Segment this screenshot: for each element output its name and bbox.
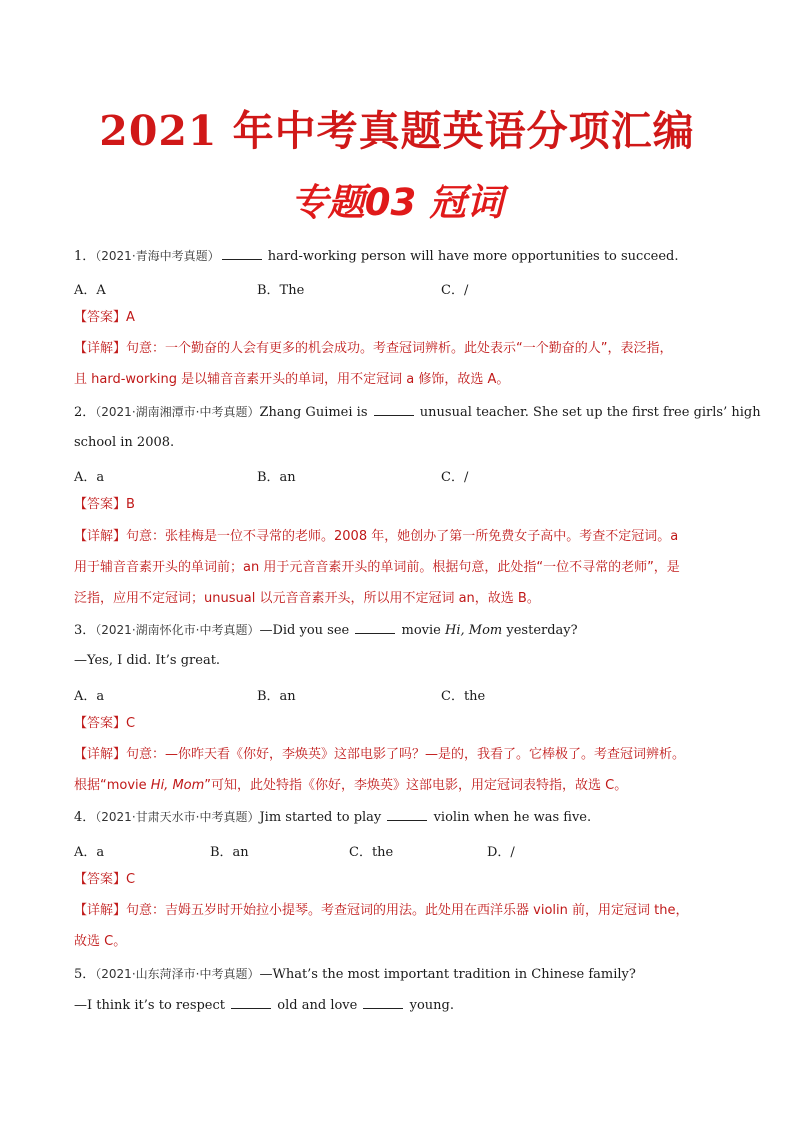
page-title: 2021 年中考真题英语分项汇编 [99,107,695,155]
question-2-stem-cont: school in 2008. [74,435,175,450]
question-4-stem: 4．（2021·甘肃天水市·中考真题）Jim started to play violin when he was five. [74,810,592,825]
question-3-stem: 3．（2021·湖南怀化市·中考真题）—Did you see movie Hi, Mom yesterday? [74,623,578,638]
question-1-detail-cont: 且 hard-working 是以辅音音素开头的单词，用不定冠词 a 修饰，故选 A。 [74,372,510,387]
answer-blank [387,809,427,821]
option-b: B．an [257,689,296,704]
question-2-stem: 2．（2021·湖南湘潭市·中考真题）Zhang Guimei is unusual teacher. She set up the first free girls’ high [74,405,761,420]
option-b: B．an [210,845,249,860]
question-2-detail-cont: 用于辅音音素开头的单词前；an 用于元音音素开头的单词前。根据句意，此处指“一位不寻常的老师”，是 [74,560,680,575]
option-c: C．the [349,845,394,860]
question-3-answer: 【答案】C [74,716,136,731]
option-d: D．/ [487,845,515,860]
option-a: A．A [74,283,106,298]
answer-blank [222,248,262,260]
answer-blank [355,622,395,634]
question-2-detail: 【详解】句意：张桂梅是一位不寻常的老师。2008 年，她创办了第一所免费女子高中。考查不定冠词。a [74,529,679,544]
answer-blank [374,404,414,416]
question-4-answer: 【答案】C [74,872,136,887]
option-b: B．an [257,470,296,485]
option-b: B．The [257,283,305,298]
question-4-detail: 【详解】句意：吉姆五岁时开始拉小提琴。考查冠词的用法。此处用在西洋乐器 violin 前，用定冠词 the， [74,903,689,918]
option-a: A．a [74,845,105,860]
option-c: C．/ [441,470,469,485]
answer-blank [363,997,403,1009]
question-4-detail-cont: 故选 C。 [74,934,127,949]
question-5-stem: 5．（2021·山东菏泽市·中考真题）—What’s the most important tradition in Chinese family? [74,967,636,982]
question-2-answer: 【答案】B [74,497,135,512]
question-3-detail-cont: 根据“movie Hi, Mom”可知，此处特指《你好，李焕英》这部电影，用定冠词表特指，故选 C。 [74,778,628,793]
question-2-detail-cont2: 泛指，应用不定冠词；unusual 以元音音素开头，所以用不定冠词 an，故选 B。 [74,591,540,606]
option-a: A．a [74,689,105,704]
question-5-stem-cont: —I think it’s to respect old and love young. [74,998,454,1013]
question-1-answer: 【答案】A [74,310,135,325]
question-1-detail: 【详解】句意：一个勤奋的人会有更多的机会成功。考查冠词辨析。此处表示“一个勤奋的人”，表泛指， [74,341,673,356]
question-3-stem-cont: —Yes, I did. It’s great. [74,653,221,668]
option-a: A．a [74,470,105,485]
answer-blank [231,997,271,1009]
question-3-detail: 【详解】句意：—你昨天看《你好，李焕英》这部电影了吗？—是的，我看了。它棒极了。考查冠词辨析。 [74,747,686,762]
page-subtitle: 专题03 冠词 [290,181,504,224]
question-1-stem: 1．（2021·青海中考真题） hard-working person will have more opportunities to succeed. [74,249,679,264]
option-c: C．/ [441,283,469,298]
option-c: C．the [441,689,486,704]
